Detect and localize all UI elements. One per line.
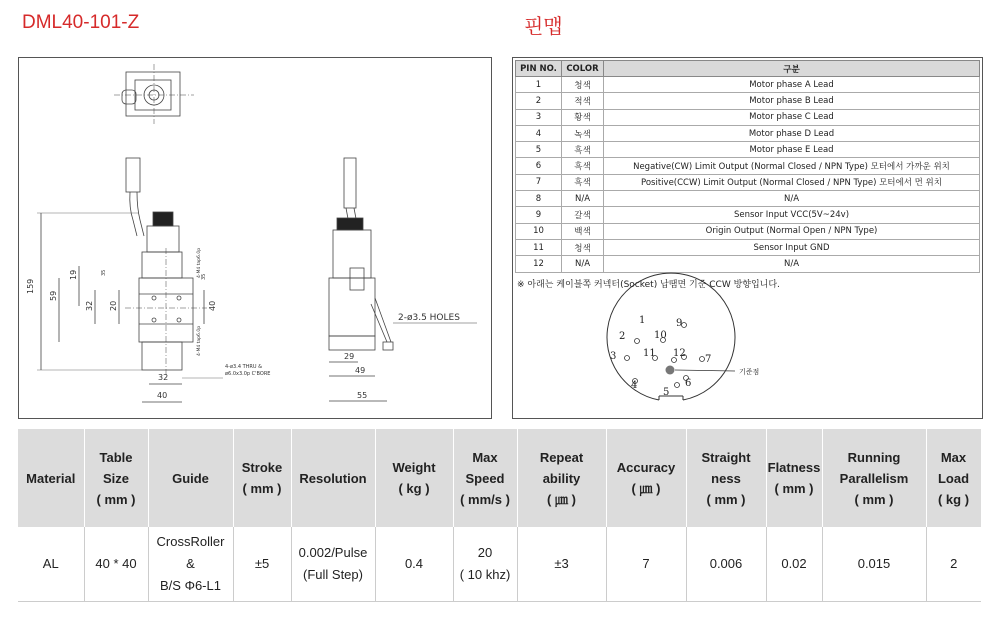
pin-color: 황색	[562, 109, 604, 125]
spec-header-material: Material	[18, 429, 84, 527]
pin-desc: Motor phase B Lead	[604, 93, 980, 109]
spec-value-straightness: 0.006	[686, 527, 766, 602]
pin-no: 9	[516, 207, 562, 223]
pin-desc: Sensor Input VCC(5V~24v)	[604, 207, 980, 223]
dim-35b: 35	[201, 273, 207, 280]
top-view	[114, 64, 194, 124]
pin-color: 흑색	[562, 158, 604, 174]
dim-49: 49	[355, 366, 366, 375]
drawing-svg	[19, 58, 491, 418]
connector-pin-1: 1	[639, 315, 646, 326]
dim-40: 40	[208, 300, 217, 311]
dim-29: 29	[344, 352, 355, 361]
dim-20: 20	[109, 300, 118, 311]
connector-svg	[513, 58, 982, 418]
front-view	[37, 158, 223, 402]
dim-32-bottom: 32	[158, 373, 169, 382]
pinmap-title: 핀맵	[524, 14, 563, 38]
technical-drawing	[18, 57, 492, 419]
spec-table	[18, 429, 982, 602]
pin-desc: Motor phase E Lead	[604, 142, 980, 158]
pin-no: 12	[516, 256, 562, 272]
pin-desc: Motor phase C Lead	[604, 109, 980, 125]
dim-35: 35	[101, 269, 107, 276]
connector-pin-4: 4	[631, 380, 638, 391]
dim-159: 159	[26, 278, 35, 294]
holes-note: 2-ø3.5 HOLES	[398, 313, 460, 323]
pin-color: 청색	[562, 239, 604, 255]
pin-map-panel	[512, 57, 983, 419]
dim-19: 19	[69, 269, 78, 280]
model-title: DML40-101-Z	[22, 12, 140, 33]
col-desc: 구분	[604, 61, 980, 77]
spec-header-guide: Guide	[148, 429, 233, 527]
pin-no: 10	[516, 223, 562, 239]
spec-header-running-parallelism: Running Parallelism ( mm )	[822, 429, 926, 527]
pin-color: 청색	[562, 77, 604, 93]
connector-pin-6: 6	[685, 378, 692, 389]
pin-desc: Positive(CCW) Limit Output (Normal Closed / NPN Type) 모터에서 먼 위치	[604, 174, 980, 190]
pin-desc: Motor phase D Lead	[604, 125, 980, 141]
pin-color: 백색	[562, 223, 604, 239]
m4-note-top: 4-M4 tap6.0p	[197, 247, 202, 278]
connector-pin-7: 7	[705, 354, 712, 365]
spec-header-resolution: Resolution	[291, 429, 375, 527]
connector-pin-3: 3	[610, 351, 617, 362]
connector-pin-2: 2	[619, 331, 626, 342]
pin-color: 흑색	[562, 142, 604, 158]
spec-header-repeatability: Repeat ability ( ㎛ )	[517, 429, 606, 527]
spec-header-accuracy: Accuracy ( ㎛ )	[606, 429, 686, 527]
pin-desc: N/A	[604, 256, 980, 272]
spec-value-row	[18, 527, 981, 602]
spec-value-stroke: ±5	[233, 527, 291, 602]
pin-no: 2	[516, 93, 562, 109]
pin-color: N/A	[562, 256, 604, 272]
spec-value-max-speed: 20 ( 10 khz)	[453, 527, 517, 602]
spec-value-repeatability: ±3	[517, 527, 606, 602]
spec-value-weight: 0.4	[375, 527, 453, 602]
pin-color: 적색	[562, 93, 604, 109]
spec-value-table-size: 40 * 40	[84, 527, 148, 602]
connector-pin-10: 10	[654, 330, 667, 341]
m4-note-bottom: 4-M4 tap6.0p	[197, 325, 202, 356]
dim-59: 59	[49, 290, 58, 301]
pin-no: 3	[516, 109, 562, 125]
pin-no: 8	[516, 191, 562, 207]
spec-header-max-speed: Max Speed ( mm/s )	[453, 429, 517, 527]
spec-value-guide: CrossRoller & B/S Φ6-L1	[148, 527, 233, 602]
pin-no: 6	[516, 158, 562, 174]
spec-header-straightness: Straight ness ( mm )	[686, 429, 766, 527]
spec-value-resolution: 0.002/Pulse (Full Step)	[291, 527, 375, 602]
reference-point-label: 기준점	[739, 368, 760, 376]
spec-header-flatness: Flatness ( mm )	[766, 429, 822, 527]
spec-header-weight: Weight ( kg )	[375, 429, 453, 527]
spec-header-table-size: Table Size ( mm )	[84, 429, 148, 527]
connector-pin-11: 11	[643, 348, 656, 359]
pin-desc: N/A	[604, 191, 980, 207]
side-view	[329, 158, 477, 401]
connector-pin-5: 5	[663, 387, 670, 398]
pin-desc: Motor phase A Lead	[604, 77, 980, 93]
connector-pin-9: 9	[676, 318, 683, 329]
pin-no: 1	[516, 77, 562, 93]
spec-value-max-load: 2	[926, 527, 981, 602]
pin-desc: Origin Output (Normal Open / NPN Type)	[604, 223, 980, 239]
pin-color: 흑색	[562, 174, 604, 190]
spec-table-wrapper	[18, 429, 981, 602]
spec-header-max-load: Max Load ( kg )	[926, 429, 981, 527]
pin-no: 7	[516, 174, 562, 190]
dim-40-bottom: 40	[157, 391, 168, 400]
connector-pin-12: 12	[673, 348, 686, 359]
dim-55: 55	[357, 391, 368, 400]
dim-32: 32	[85, 300, 94, 311]
pin-no: 4	[516, 125, 562, 141]
pin-desc: Sensor Input GND	[604, 239, 980, 255]
col-color: COLOR	[562, 61, 604, 77]
pin-color: 녹색	[562, 125, 604, 141]
pin-desc: Negative(CW) Limit Output (Normal Closed / NPN Type) 모터에서 가까운 위치	[604, 158, 980, 174]
spec-value-flatness: 0.02	[766, 527, 822, 602]
pin-color: N/A	[562, 191, 604, 207]
spec-value-accuracy: 7	[606, 527, 686, 602]
pin-no: 11	[516, 239, 562, 255]
connector-note: ※ 아래는 케이블쪽 커넥터(Socket) 납땜면 기준 CCW 방향입니다.	[517, 280, 780, 290]
spec-header-row	[18, 429, 981, 527]
spec-value-material: AL	[18, 527, 84, 602]
col-pin-no: PIN NO.	[516, 61, 562, 77]
spec-header-stroke: Stroke ( mm )	[233, 429, 291, 527]
spec-value-running-parallelism: 0.015	[822, 527, 926, 602]
pin-no: 5	[516, 142, 562, 158]
thru-note: 4-ø3.4 THRU &	[225, 364, 263, 370]
cbore-note: ø6.0x3.0p C'BORE	[225, 371, 271, 377]
pin-color: 갈색	[562, 207, 604, 223]
